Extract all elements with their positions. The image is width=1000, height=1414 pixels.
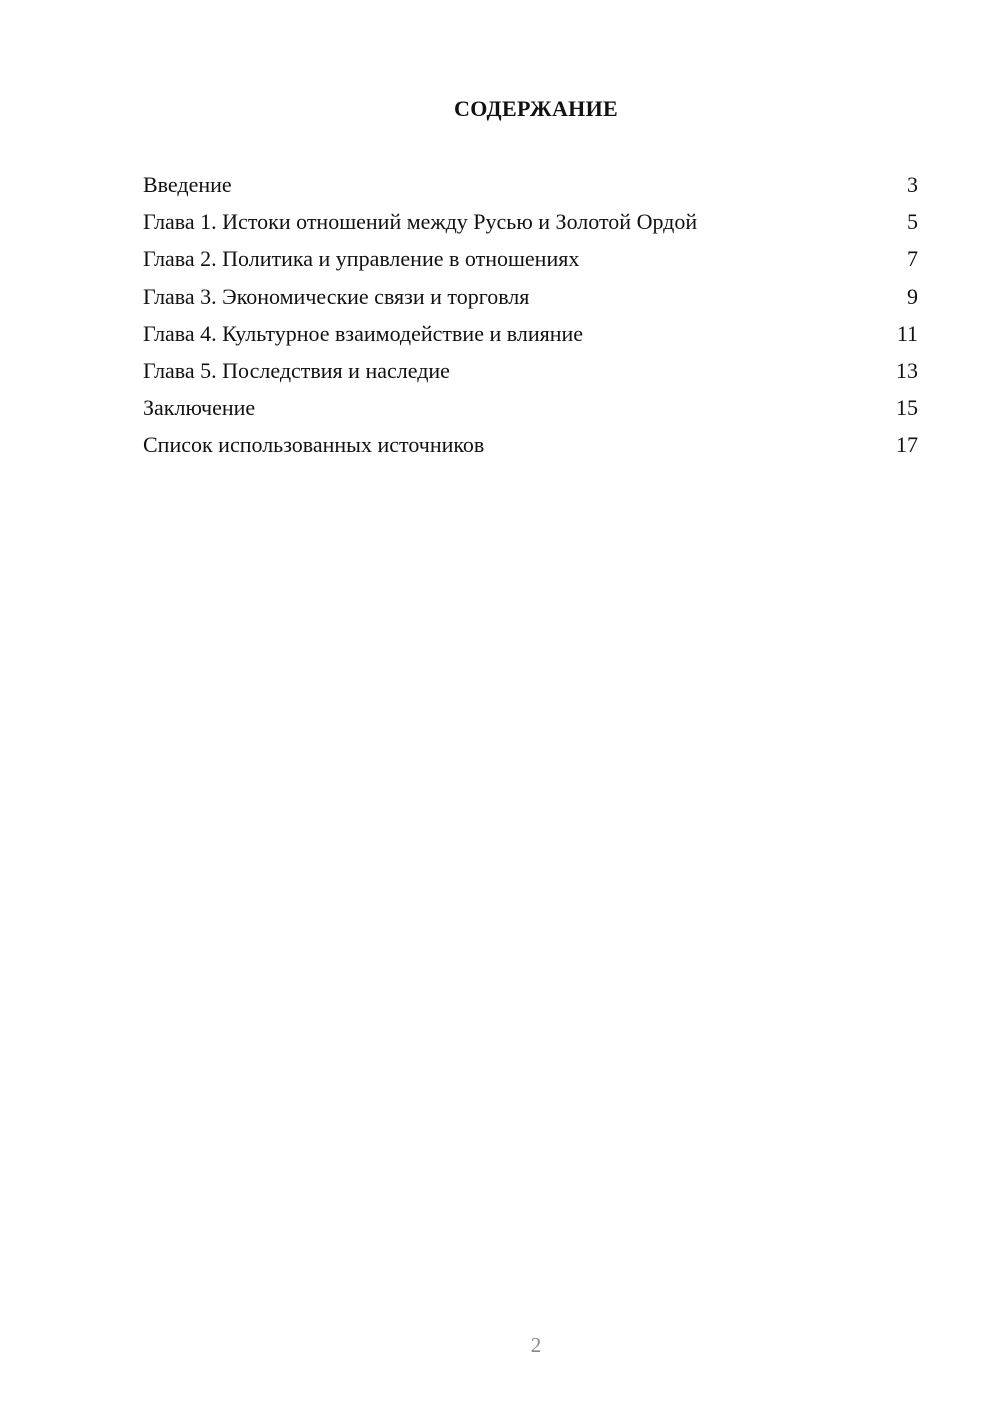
toc-heading: СОДЕРЖАНИЕ <box>454 96 618 121</box>
toc-entry-introduction <box>143 169 918 206</box>
toc-entry-title: Глава 2. Политика и управление в отношениях <box>143 246 580 272</box>
page-number: 2 <box>530 1333 542 1357</box>
toc-entry-page: 13 <box>896 357 918 383</box>
toc-entry-chapter-4 <box>143 318 918 355</box>
toc-entry-page: 11 <box>896 320 918 346</box>
toc-entry-page: 5 <box>907 209 918 235</box>
toc-entry-chapter-1 <box>143 206 918 243</box>
toc-entry-title: Глава 5. Последствия и наследие <box>143 357 450 383</box>
toc-entry-title: Глава 1. Истоки отношений между Русью и Золотой Ордой <box>143 209 698 235</box>
toc-entry-references <box>143 429 918 466</box>
toc-entry-chapter-3 <box>143 281 918 318</box>
toc-entry-page: 15 <box>896 395 918 421</box>
toc-entry-title: Введение <box>143 172 232 197</box>
toc-entry-title: Глава 3. Экономические связи и торговля <box>143 283 530 309</box>
toc-entry-page: 7 <box>907 246 918 272</box>
toc-entry-title: Заключение <box>143 395 256 421</box>
toc-entry-page: 9 <box>907 283 918 309</box>
toc-entry-page: 3 <box>907 172 918 197</box>
toc-entry-conclusion <box>143 392 918 429</box>
table-of-contents <box>143 169 918 467</box>
toc-entry-chapter-2 <box>143 243 918 280</box>
toc-entry-chapter-5 <box>143 355 918 392</box>
toc-entry-title: Список использованных источников <box>143 432 485 458</box>
toc-entry-title: Глава 4. Культурное взаимодействие и влияние <box>143 320 584 346</box>
toc-entry-page: 17 <box>896 432 918 458</box>
